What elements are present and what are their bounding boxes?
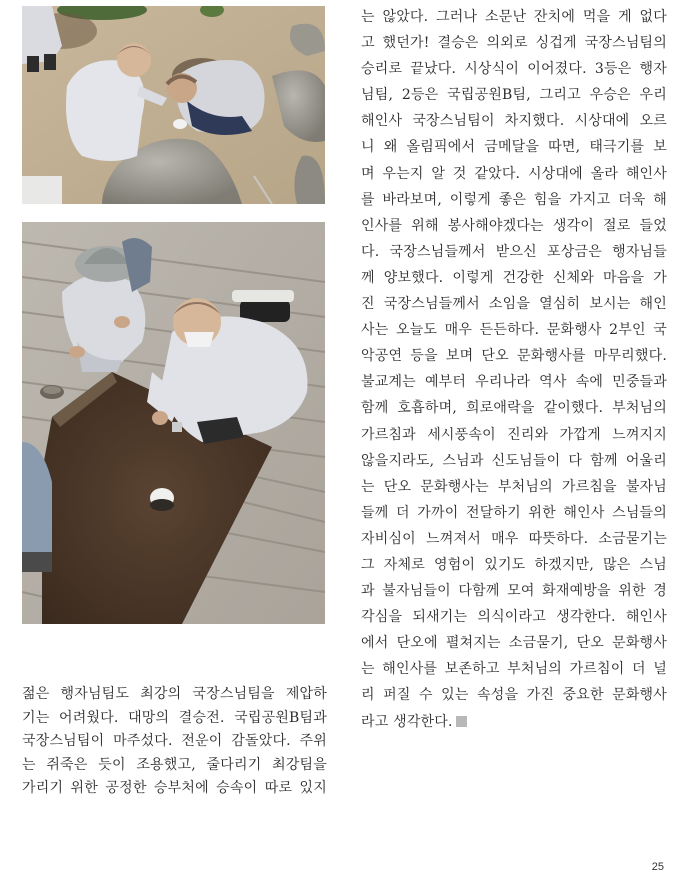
text-line: 에서 단오에 펼쳐지는 소금묻기, 단오 문화행사: [361, 635, 667, 652]
text-line: 기는 어려웠다. 대망의 결승전. 국립공원B팀과: [22, 709, 327, 726]
text-line: 는 해인사를 보존하고 부처님의 가르침이 더 널: [361, 661, 667, 678]
article-text-left-column: [22, 683, 327, 801]
text-line: 불교계는 예부터 우리나라 역사 속에 민중들과: [361, 374, 667, 391]
text-line: 사는 오늘도 매우 든든하다. 문화행사 2부인 국: [361, 322, 667, 339]
text-line: 과 불자님들이 다함께 모여 화재예방을 위한 경: [361, 583, 667, 600]
text-line: 인사를 위해 봉사해야겠다는 생각이 절로 들었: [361, 217, 667, 234]
text-line: 가리기 위한 공정한 승부처에 승속이 따로 있지: [22, 780, 327, 797]
text-line: 를 바라보며, 이렇게 좋은 힘을 가지고 더욱 해: [361, 191, 667, 208]
text-line: 않을지라도, 스님과 신도님들이 다 함께 어울리: [361, 452, 667, 469]
text-line: 는 않았다. 그러나 소문난 잔치에 먹을 게 없다: [361, 9, 667, 25]
article-text-right-column: [361, 4, 667, 735]
text-line: 가르침과 세시풍속이 진리와 가깝게 느껴지지: [361, 426, 667, 443]
photo-monks-burying-salt-deck: [22, 222, 325, 624]
text-line: 들께 더 가까이 전달하기 위한 해인사 스님들의: [361, 504, 667, 521]
text-line: 니 왜 올림픽에서 금메달을 따면, 태극기를 보: [361, 139, 667, 156]
text-line: 자비심이 느껴져서 매우 따뜻하다. 소금묻기는: [361, 530, 667, 547]
text-line: 님팀, 2등은 국립공원B팀, 그리고 우승은 우리: [361, 87, 667, 104]
text-line: 께 양보했다. 이렇게 건강한 신체와 마음을 가: [361, 269, 667, 286]
text-line: 해인사 국장스님팀이 차지했다. 시상대에 오르: [361, 113, 667, 130]
text-line: 진 국장스님들께서 소임을 열심히 보시는 해인: [361, 296, 667, 313]
photo-monks-burying-salt-rocks: [22, 6, 325, 204]
text-line-final: [361, 709, 667, 735]
text-line-final-content: 라고 생각한다.: [361, 713, 453, 730]
text-line: 는 단오 문화행사는 부처님의 가르침을 불자님: [361, 478, 667, 495]
text-line: 다. 국장스님들께서 받으신 포상금은 행자님들: [361, 243, 667, 260]
text-line: 그 자체로 영험이 있기도 하겠지만, 많은 스님: [361, 556, 667, 573]
text-line: 국장스님팀이 마주섰다. 전운이 감돌았다. 주위: [22, 733, 327, 750]
text-line: 리 퍼질 수 있는 속성을 가진 중요한 문화행사: [361, 687, 667, 704]
text-line: 함께 호흡하며, 희로애락을 같이했다. 부처님의: [361, 400, 667, 417]
text-line: 는 쥐죽은 듯이 조용했고, 줄다리기 최강팀을: [22, 756, 327, 773]
text-line: 젊은 행자님팀도 최강의 국장스님팀을 제압하: [22, 686, 327, 702]
text-line: 악공연 등을 보며 단오 문화행사를 마무리했다.: [361, 348, 667, 365]
text-line: 고 했던가! 결승은 의외로 싱겁게 국장스님팀의: [361, 35, 667, 52]
text-line: 며 우는지 알 것 같았다. 시상대에 올라 해인사: [361, 165, 667, 182]
text-line: 승리로 끝났다. 시상식이 이어졌다. 3등은 행자: [361, 61, 667, 78]
page-number: 25: [651, 861, 664, 873]
text-line: 각심을 되새기는 의식이라고 생각한다. 해인사: [361, 609, 667, 626]
end-of-article-mark: [456, 716, 467, 727]
